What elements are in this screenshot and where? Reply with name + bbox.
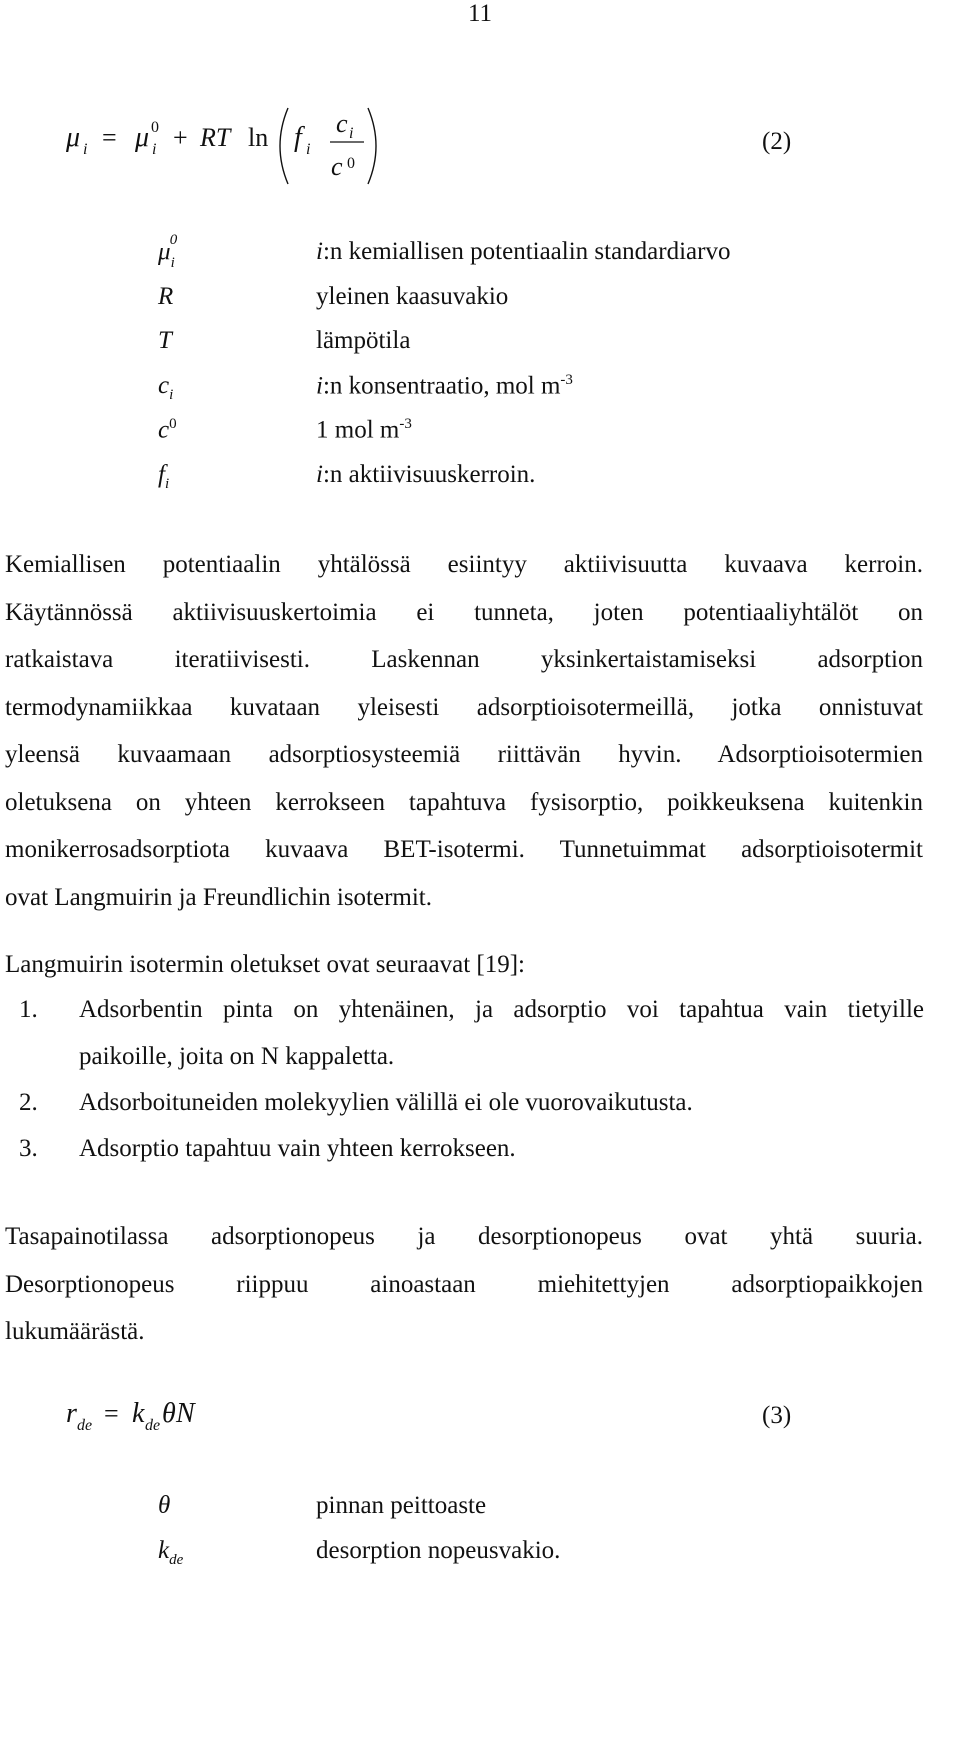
paragraph-line: monikerrosadsorptiota kuvaava BET-isotermi. Tunnetuimmat adsorptioisotermit bbox=[5, 836, 923, 863]
eq2-RT: RT bbox=[200, 123, 231, 152]
eq2-sub-i: i bbox=[83, 141, 88, 158]
eq2-left-paren bbox=[280, 108, 288, 184]
paragraph-line: ratkaistava iteratiivisesti. Laskennan yksinkertaistamiseksi adsorption bbox=[5, 646, 923, 673]
paragraph-line: Desorptionopeus riippuu ainoastaan miehitettyjen adsorptiopaikkojen bbox=[5, 1270, 923, 1298]
eq2-f: f bbox=[294, 122, 302, 153]
def-desc-kde: desorption nopeusvakio. bbox=[316, 1537, 561, 1564]
equation-3-number: (3) bbox=[762, 1402, 792, 1429]
eq3-r-sub: de bbox=[77, 1417, 93, 1434]
paragraph-line: lukumäärästä. bbox=[5, 1318, 145, 1345]
def-desc-R: yleinen kaasuvakio bbox=[316, 283, 509, 310]
eq2-ln: ln bbox=[248, 123, 269, 152]
list-item-text: Adsorptio tapahtuu vain yhteen kerrokseen. bbox=[79, 1135, 516, 1162]
eq2-f-sub: i bbox=[306, 141, 311, 158]
def-desc-theta: pinnan peittoaste bbox=[316, 1492, 487, 1519]
eq2-mu: μ bbox=[66, 122, 81, 153]
eq2-c0: c bbox=[331, 152, 343, 181]
equation-2-formula bbox=[66, 100, 626, 190]
def-desc-T: lämpötila bbox=[316, 327, 411, 354]
paragraph-line: yleensä kuvaamaan adsorptiosysteemiä riittävän hyvin. Adsorptioisotermien bbox=[5, 741, 923, 768]
paragraph-activity bbox=[5, 541, 923, 921]
list-item-text: paikoille, joita on N kappaletta. bbox=[79, 1043, 395, 1070]
def-desc-mu: i:n kemiallisen potentiaalin standardiarvo bbox=[316, 238, 731, 265]
def-symbol-ci: $c_i$ bbox=[158, 372, 174, 403]
eq2-c-sub: i bbox=[349, 125, 354, 142]
list-intro: Langmuirin isotermin oletukset ovat seuraavat [19]: bbox=[5, 951, 525, 978]
equation-3 bbox=[66, 1390, 896, 1440]
eq3-k: k bbox=[132, 1398, 145, 1429]
assumption-list bbox=[5, 996, 925, 1186]
eq2-equals: = bbox=[102, 123, 117, 152]
list-item-number: 3. bbox=[19, 1135, 38, 1162]
paragraph-line: Kemiallisen potentiaalin yhtälössä esiintyy aktiivisuutta kuvaava kerroin. bbox=[5, 551, 923, 578]
eq2-c0-sup: 0 bbox=[347, 155, 355, 172]
list-item-text: Adsorbentin pinta on yhtenäinen, ja adsorptio voi tapahtua vain tietyille bbox=[79, 996, 924, 1023]
list-item-number: 2. bbox=[19, 1089, 38, 1116]
paragraph-line: termodynamiikkaa kuvataan yleisesti adsorptioisotermeillä, jotka onnistuvat bbox=[5, 693, 923, 721]
eq2-c: c bbox=[336, 109, 348, 138]
eq3-k-sub: de bbox=[145, 1417, 161, 1434]
paragraph-line: Käytännössä aktiivisuuskertoimia ei tunneta, joten potentiaaliyhtälöt on bbox=[5, 598, 923, 626]
def-symbol-kde: $k_{de}$ bbox=[158, 1537, 184, 1568]
eq2-mu-0: μ bbox=[135, 122, 150, 153]
eq2-right-paren bbox=[368, 108, 376, 184]
def-symbol-mu: $\mu_i^0$ bbox=[158, 232, 178, 272]
eq3-theta: θ bbox=[162, 1398, 176, 1429]
paragraph-line: ovat Langmuirin ja Freundlichin isotermit. bbox=[5, 883, 433, 911]
equation-3-formula bbox=[66, 1390, 326, 1440]
eq2-sub-i-2: i bbox=[152, 141, 157, 158]
eq2-sup-0: 0 bbox=[151, 119, 159, 136]
page-number: 11 bbox=[467, 0, 493, 27]
eq2-plus: + bbox=[173, 123, 188, 152]
equation-2 bbox=[66, 100, 896, 190]
equation-2-number: (2) bbox=[762, 128, 792, 155]
def-symbol-T: T bbox=[158, 327, 172, 354]
def-symbol-R: R bbox=[158, 283, 174, 310]
def-desc-fi: i:n aktiivisuuskerroin. bbox=[316, 461, 536, 488]
list-item-text: Adsorboituneiden molekyylien välillä ei ole vuorovaikutusta. bbox=[79, 1089, 693, 1116]
paragraph-line: Tasapainotilassa adsorptionopeus ja desorptionopeus ovat yhtä suuria. bbox=[5, 1223, 923, 1250]
def-symbol-c0: $c^0$ bbox=[158, 416, 177, 444]
paragraph-line: oletuksena on yhteen kerrokseen tapahtuva fysisorptio, poikkeuksena kuitenkin bbox=[5, 788, 923, 816]
def-symbol-fi: $f_i$ bbox=[158, 461, 170, 492]
list-item-number: 1. bbox=[19, 996, 38, 1023]
def-desc-c0: 1 mol $m^{-3}$ bbox=[316, 416, 412, 444]
eq3-N: N bbox=[176, 1398, 195, 1429]
def-symbol-theta: θ bbox=[158, 1492, 171, 1519]
paragraph-equilibrium bbox=[5, 1213, 923, 1356]
def-desc-ci: i:n konsentraatio, mol $m^{-3}$ bbox=[316, 372, 573, 400]
eq3-r: r bbox=[66, 1398, 77, 1429]
eq3-equals: = bbox=[104, 1399, 119, 1428]
